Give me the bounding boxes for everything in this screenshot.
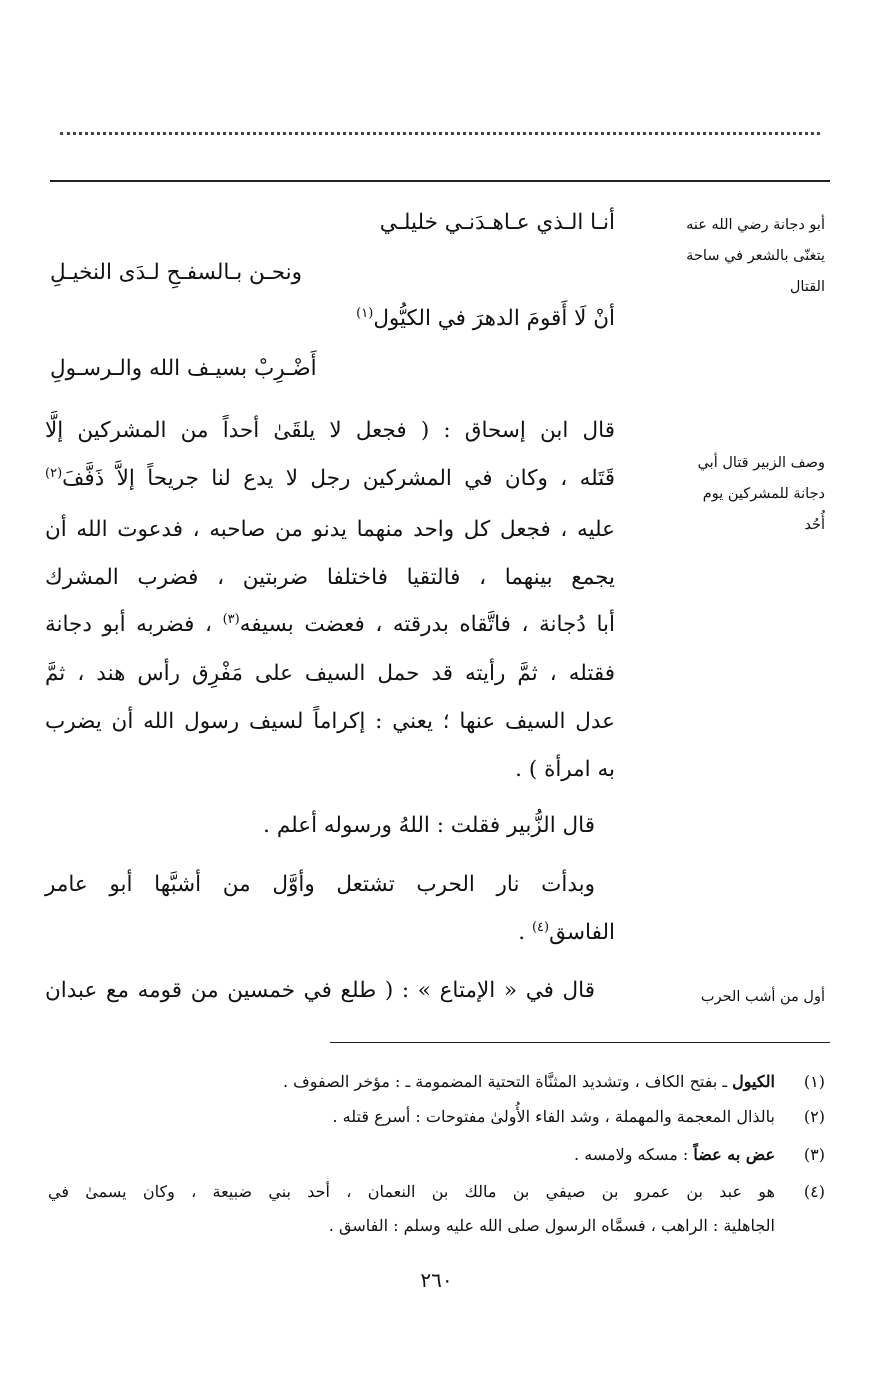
footnote-text: الجاهلية : الراهب ، فسمَّاه الرسول صلى الله عليه وسلم : الفاسق . [328, 1216, 775, 1235]
side-note-line: أبو دجانة رضي الله عنه [686, 217, 825, 233]
war-line: الفاسق$^{(٤)}$ . [518, 920, 615, 946]
side-note-first-war [650, 982, 825, 1013]
footnote-number: (٣) [803, 1145, 825, 1164]
verse-hemistich-left: أَضْـرِبْ بسيـف الله والـرسـولِ [50, 356, 317, 381]
page-number: ٢٦٠ [420, 1268, 453, 1292]
war-line: وبدأت نار الحرب تشتعل وأوَّل من أشبَّها أبو عامر [45, 872, 595, 897]
side-note-zubair [650, 448, 825, 541]
prose-line: عدل السيف عنها ؛ يعني : إكراماً لسيف رسول الله أن يضرب [45, 709, 615, 734]
verse-hemistich-right: أنْ لَا أَقومَ الدهرَ في الكيُّول$^{(١)}$ [356, 306, 615, 332]
side-note-line: أول من أشب الحرب [700, 989, 825, 1005]
side-note-line: أُحُد [804, 517, 825, 533]
imtaa-line: قال في « الإمتاع » : ( طلع في خمسين من قومه مع عبدان [45, 978, 595, 1003]
footnote-number: (٢) [803, 1107, 825, 1126]
verse-hemistich-right: أنـا الـذي عـاهـدَنـي خليلـي [379, 210, 615, 235]
side-note-line: يتغنّى بالشعر في ساحة [686, 248, 825, 264]
prose-line: عليه ، فجعل كل واحد منهما يدنو من صاحبه ، فدعوت الله أن [45, 517, 615, 542]
footnote-text: الكيول ـ بفتح الكاف ، وتشديد المثنَّاة التحتية المضمومة ـ : مؤخر الصفوف . [282, 1072, 775, 1091]
dotted-separator [60, 132, 820, 135]
prose-line: به امرأة ) . [515, 757, 615, 782]
prose-line: يجمع بينهما ، فالتقيا فاختلفا ضربتين ، فضرب المشرك [45, 565, 615, 590]
side-note-line: القتال [789, 279, 825, 295]
footnote-text: هو عبد بن عمرو بن صيفي بن مالك بن النعمان ، أحد بني ضبيعة ، وكان يسمىٰ في [48, 1182, 775, 1201]
prose-line: قال ابن إسحاق : ( فجعل لا يلقَىٰ أحداً من المشركين إلَّا [45, 418, 615, 443]
prose-line: أبا دُجانة ، فاتَّقاه بدرقته ، فعضت بسيفه$^{(٣)}$ ، فضربه أبو دجانة [45, 612, 616, 638]
footnote-ref: (٢) [45, 466, 63, 481]
verse-hemistich-left: ونحـن بـالسفـحِ لـدَى النخيـلِ [50, 260, 302, 285]
side-note-line: دجانة للمشركين يوم [702, 486, 825, 502]
footnote-text: بالذال المعجمة والمهملة ، وشد الفاء الأُولىٰ مفتوحات : أسرع قتله . [332, 1107, 775, 1126]
footnote-ref: (٣) [222, 612, 240, 627]
footnote-ref: (٤) [531, 920, 550, 935]
prose-line: قَتَله ، وكان في المشركين رجل لا يدع لنا جريحاً إلاَّ ذَفَّفَ$^{(٢)}$ [45, 466, 615, 492]
footnote-number: (٤) [803, 1182, 825, 1201]
prose-line: فقتله ، ثمَّ رأيته قد حمل السيف على مَفْرِق رأس هند ، ثمَّ [45, 661, 615, 686]
footnote-ref: (١) [356, 306, 374, 321]
side-note-abu-dujana [650, 210, 825, 303]
zubair-line: قال الزُّبير فقلت : اللهُ ورسوله أعلم . [263, 813, 595, 838]
footnote-rule [330, 1042, 830, 1043]
header-rule [50, 180, 830, 182]
footnote-number: (١) [803, 1072, 825, 1091]
footnote-text: عض به عضاً : مسكه ولامسه . [574, 1145, 775, 1164]
side-note-line: وصف الزبير قتال أبي [697, 455, 825, 471]
